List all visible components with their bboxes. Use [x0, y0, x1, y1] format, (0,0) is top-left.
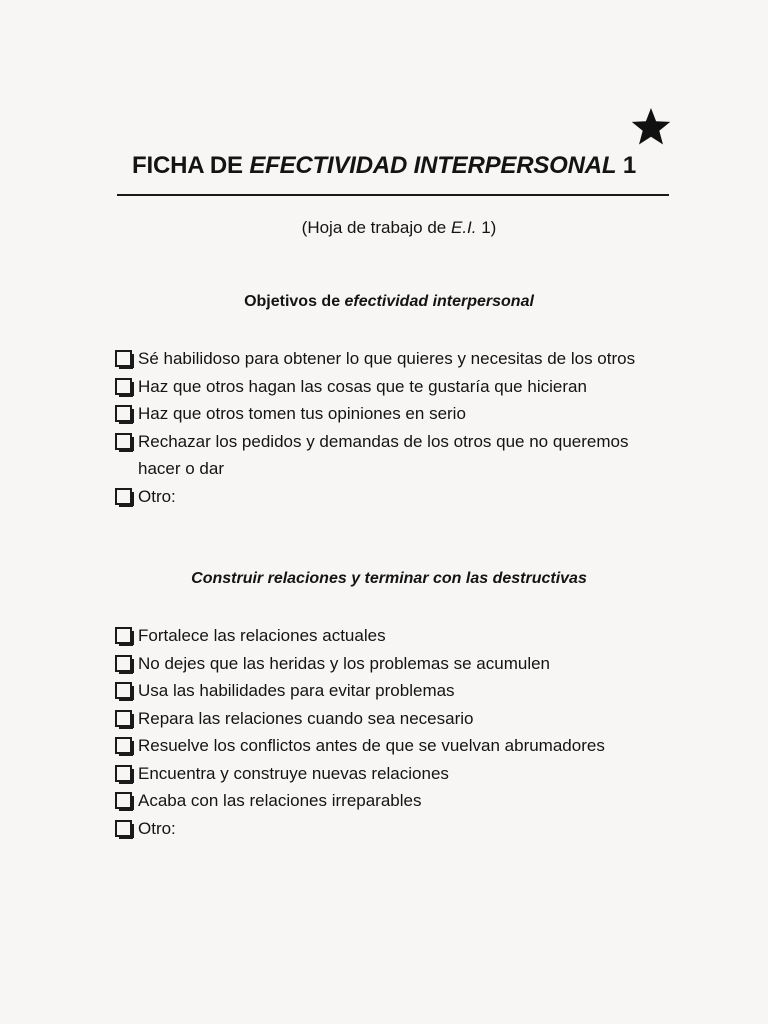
section-heading-relationships — [0, 570, 768, 588]
list-item — [115, 483, 673, 511]
item-label: Resuelve los conflictos antes de que se vuelvan abrumadores — [138, 736, 605, 755]
checkbox-icon[interactable] — [115, 378, 132, 395]
list-item — [115, 815, 605, 843]
list-item — [115, 622, 605, 650]
subtitle-italic-text: E.I. — [450, 218, 477, 237]
list-item — [115, 787, 605, 815]
checkbox-icon[interactable] — [115, 765, 132, 782]
title-text: FICHA DE — [132, 152, 250, 179]
item-label: Sé habilidoso para obtener lo que quieres y necesitas de los otros — [138, 349, 636, 368]
list-item — [115, 428, 673, 483]
subtitle-end: 1) — [476, 218, 497, 237]
item-label: Encuentra y construye nuevas relaciones — [138, 763, 449, 783]
checkbox-icon[interactable] — [115, 405, 132, 422]
item-label: Usa las habilidades para evitar problemas — [138, 681, 455, 700]
objectives-checklist — [115, 345, 673, 510]
section-heading-objectives — [0, 293, 768, 311]
checkbox-icon[interactable] — [115, 350, 132, 367]
relationships-checklist — [115, 622, 605, 842]
subtitle-text: (Hoja de trabajo de — [301, 218, 451, 237]
checkbox-icon[interactable] — [115, 433, 132, 450]
section-heading-italic-text: efectividad interpersonal — [344, 293, 534, 310]
page-title — [0, 152, 768, 180]
checkbox-icon[interactable] — [115, 792, 132, 809]
list-item — [115, 760, 605, 788]
item-label: No dejes que las heridas y los problemas se acumulen — [138, 653, 551, 673]
list-item — [115, 345, 673, 373]
item-label: Haz que otros tomen tus opiniones en serio — [138, 404, 466, 423]
list-item — [115, 732, 605, 760]
checkbox-icon[interactable] — [115, 627, 132, 644]
item-label: Haz que otros hagan las cosas que te gustaría que hicieran — [138, 376, 587, 396]
item-label: Rechazar los pedidos y demandas de los otros que no queremos hacer o dar — [138, 431, 629, 478]
checkbox-icon[interactable] — [115, 655, 132, 672]
worksheet-reference — [0, 218, 768, 238]
list-item — [115, 373, 673, 401]
list-item — [115, 650, 605, 678]
item-label: Acaba con las relaciones irreparables — [138, 791, 422, 810]
item-label: Fortalece las relaciones actuales — [138, 626, 386, 645]
checkbox-icon[interactable] — [115, 710, 132, 727]
title-number: 1 — [616, 152, 636, 179]
checkbox-icon[interactable] — [115, 820, 132, 837]
list-item — [115, 677, 605, 705]
item-label: Otro: — [138, 818, 176, 838]
checkbox-icon[interactable] — [115, 488, 132, 505]
list-item — [115, 400, 673, 428]
item-label: Repara las relaciones cuando sea necesario — [138, 708, 474, 728]
section-heading-text: Objetivos de — [244, 293, 345, 310]
section-heading-italic-text: Construir relaciones y terminar con las destructivas — [191, 570, 587, 587]
item-label: Otro: — [138, 486, 176, 506]
checkbox-icon[interactable] — [115, 682, 132, 699]
title-divider — [117, 194, 669, 196]
list-item — [115, 705, 605, 733]
checkbox-icon[interactable] — [115, 737, 132, 754]
title-italic-text: EFECTIVIDAD INTERPERSONAL — [249, 152, 617, 179]
star-icon — [628, 104, 674, 150]
